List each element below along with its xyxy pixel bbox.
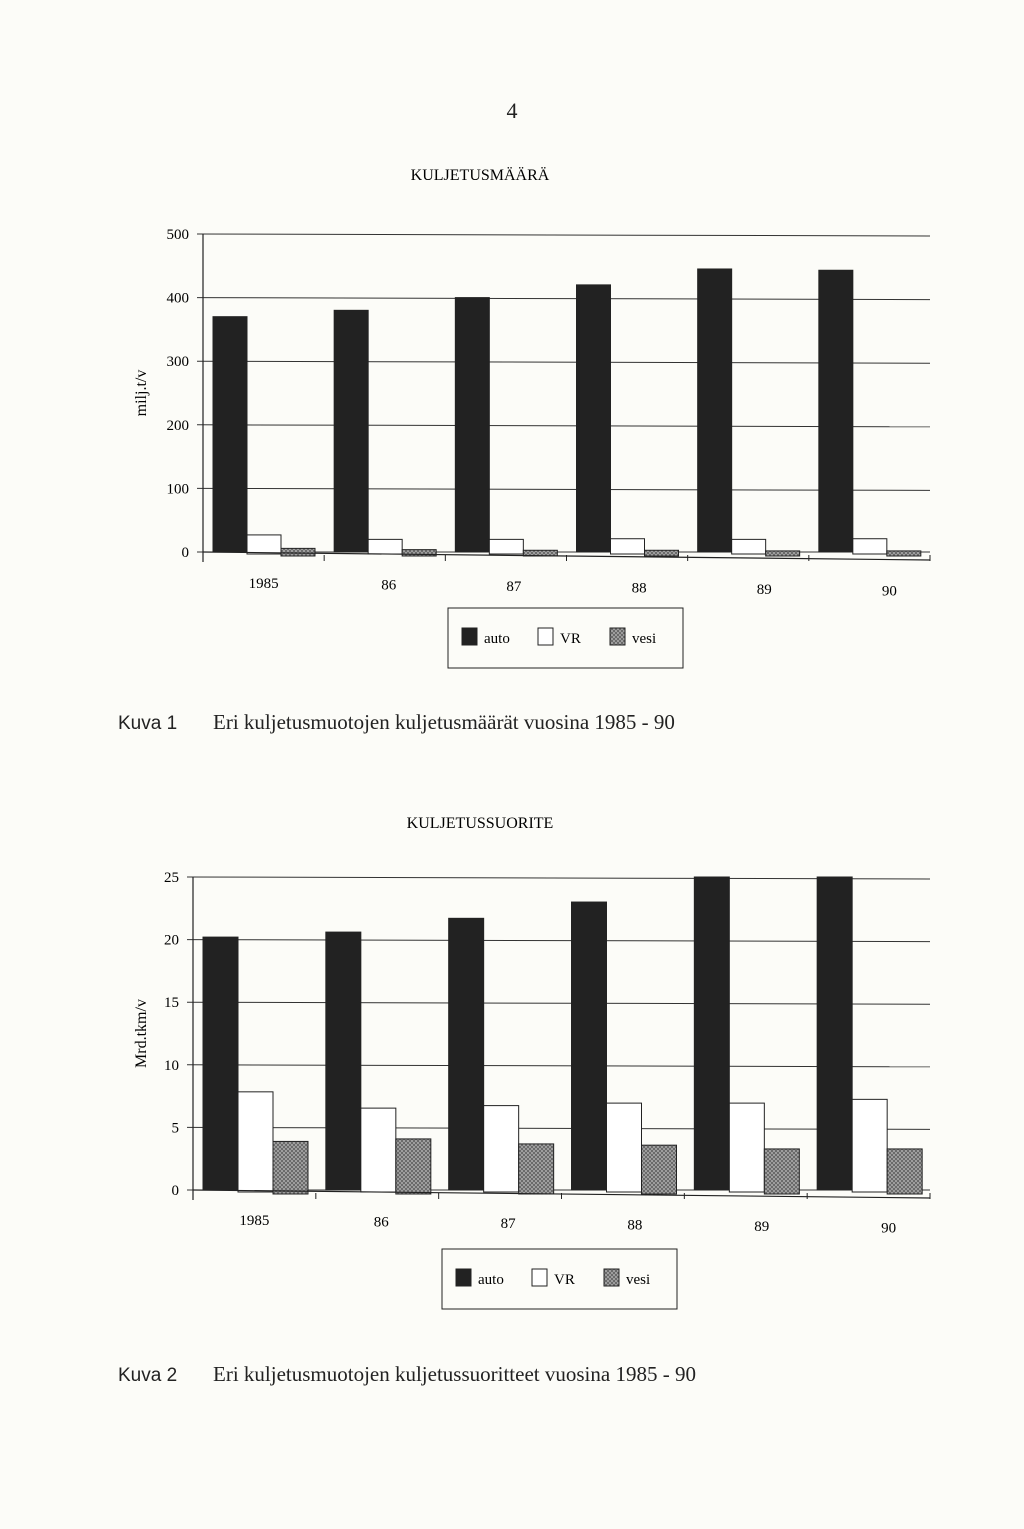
bar-vesi [642,1145,677,1194]
bar-vr [489,539,523,554]
bar-auto [819,270,853,552]
figure-caption-2 [118,1362,696,1387]
x-tick-label: 86 [373,1214,389,1231]
bar-vesi [396,1139,431,1194]
bar-auto [817,877,852,1190]
bar-vesi [519,1144,554,1194]
y-tick-label: 100 [166,481,189,498]
bar-vesi [645,550,679,556]
y-tick-label: 400 [166,290,189,307]
bar-auto [334,310,368,552]
chart-title: KULJETUSMÄÄRÄ [410,167,550,184]
bar-vesi [887,1149,922,1194]
legend-swatch-auto [462,628,477,645]
bar-auto [203,937,238,1190]
bar-vesi [281,548,315,556]
bar-auto [326,932,361,1190]
legend-label-vesi: vesi [626,1272,651,1288]
legend-label-vr: VR [554,1272,575,1288]
legend-swatch-vr [538,628,553,645]
legend-swatch-vesi [604,1269,619,1286]
bar-vr [607,1103,642,1192]
page-number: 4 [506,98,518,123]
x-tick-label: 88 [627,1217,643,1234]
x-tick-label: 87 [506,579,522,595]
y-axis-label: Mrd.tkm/v [133,999,150,1068]
y-axis-label: milj.t/v [133,369,150,417]
bar-auto [449,918,484,1190]
y-tick-label: 10 [164,1057,179,1074]
bar-auto [694,877,729,1190]
x-tick-label: 89 [754,1219,770,1235]
bar-vr [247,535,281,554]
y-tick-label: 5 [171,1120,179,1137]
transport-volume-chart [110,155,960,680]
bar-auto [455,298,489,552]
legend-swatch-vesi [610,628,625,645]
bar-vr [484,1106,519,1192]
figure-caption-1 [118,710,675,735]
y-tick-label: 300 [166,354,189,371]
figure-caption-text-2: Eri kuljetusmuotojen kuljetussuoritteet vuosina 1985 - 90 [213,1362,696,1386]
x-tick-label: 88 [631,580,647,597]
x-tick-label: 90 [881,583,897,600]
y-tick-label: 200 [166,417,189,434]
y-tick-label: 0 [171,1183,179,1199]
bar-vr [361,1108,396,1192]
gridline [197,234,930,236]
y-tick-label: 25 [164,870,179,886]
figure-label-1: Kuva 1 [118,713,178,734]
y-tick-label: 0 [181,545,189,561]
transport-performance-chart [110,805,960,1325]
bar-auto [577,285,611,552]
x-tick-label: 1985 [239,1213,270,1229]
bar-auto [698,269,732,552]
legend-label-vesi: vesi [632,631,657,647]
legend-swatch-auto [456,1269,471,1286]
bar-auto [572,902,607,1190]
bar-auto [213,317,247,552]
x-tick-label: 90 [881,1220,897,1237]
figure-label-2: Kuva 2 [118,1365,178,1386]
bar-vesi [766,551,800,556]
x-tick-label: 1985 [248,576,279,592]
x-tick-label: 89 [756,582,772,598]
figure-caption-text-1: Eri kuljetusmuotojen kuljetusmäärät vuosina 1985 - 90 [213,710,675,734]
legend-label-auto: auto [478,1272,504,1288]
bar-vr [368,539,402,554]
x-tick-label: 87 [500,1216,516,1232]
chart-title: KULJETUSSUORITE [406,815,554,832]
bar-vr [729,1103,764,1192]
legend-label-vr: VR [560,631,581,647]
bar-vr [853,539,887,554]
bar-vesi [273,1141,308,1194]
legend-swatch-vr [532,1269,547,1286]
bar-vr [852,1099,887,1192]
bar-vr [611,539,645,554]
bar-vr [732,539,766,554]
y-tick-label: 500 [166,227,189,243]
bar-vr [238,1092,273,1192]
bar-vesi [887,551,921,556]
y-tick-label: 20 [164,932,179,949]
y-tick-label: 15 [164,995,179,1012]
legend-label-auto: auto [484,631,510,647]
bar-vesi [764,1149,799,1194]
x-tick-label: 86 [381,577,397,594]
